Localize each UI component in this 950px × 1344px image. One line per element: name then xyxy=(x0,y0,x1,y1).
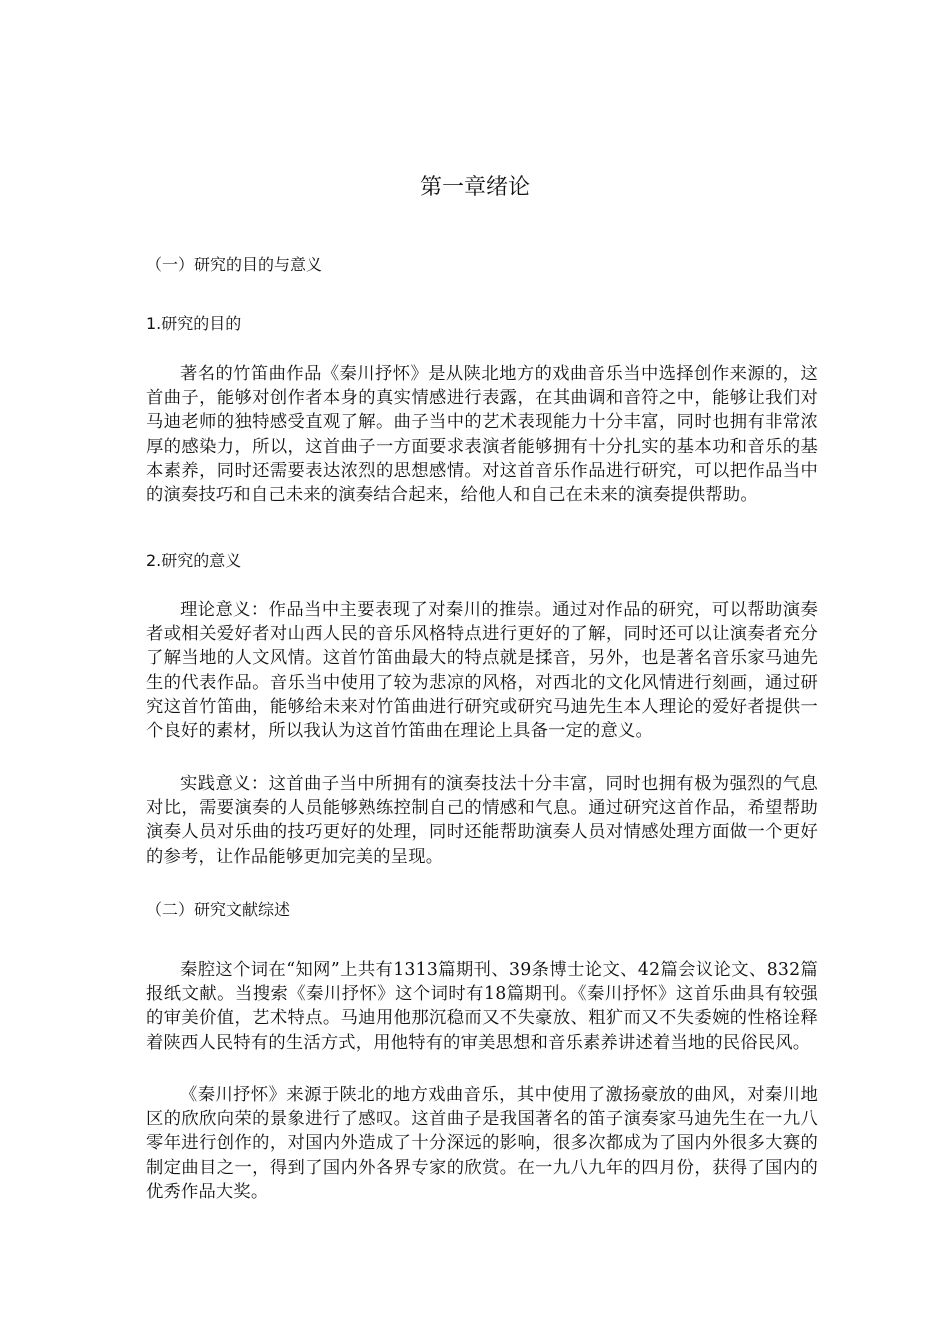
paragraph-practical-significance: 实践意义：这首曲子当中所拥有的演奏技法十分丰富，同时也拥有极为强烈的气息对比，需要演奏的人员能够熟练控制自己的情感和气息。通过研究这首作品，希望帮助演奏人员对乐曲的技巧更好的处理，同时还能帮助演奏人员对情感处理方面做一个更好的参考，让作品能够更加完美的呈现。 xyxy=(146,774,818,867)
section-heading-purpose-significance: （一）研究的目的与意义 xyxy=(146,255,323,274)
chapter-title: 第一章绪论 xyxy=(419,175,530,200)
paragraph-purpose: 著名的竹笛曲作品《秦川抒怀》是从陕北地方的戏曲音乐当中选择创作来源的，这首曲子，能够对创作者本身的真实情感进行表露，在其曲调和音符之中，能够让我们对马迪老师的独特感受直观了解。曲子当中的艺术表现能力十分丰富，同时也拥有非常浓厚的感染力，所以，这首曲子一方面要求表演者能够拥有十分扎实的基本功和音乐的基本素养，同时还需要表达浓烈的思想感情。对这首音乐作品进行研究，可以把作品当中的演奏技巧和自己未来的演奏结合起来，给他人和自己在未来的演奏提供帮助。 xyxy=(146,364,818,506)
subsection-heading-significance: 2.研究的意义 xyxy=(146,551,242,570)
subsection-heading-purpose: 1.研究的目的 xyxy=(146,314,242,333)
paragraph-literature-1: 秦腔这个词在“知网”上共有1313篇期刊、39条博士论文、42篇会议论文、832篇报纸文献。当搜索《秦川抒怀》这个词时有18篇期刊。《秦川抒怀》这首乐曲具有较强的审美价值，艺术特点。马迪用他那沉稳而又不失豪放、粗犷而又不失委婉的性格诠释着陕西人民特有的生活方式，用他特有的审美思想和音乐素养讲述着当地的民俗民风。 xyxy=(146,960,818,1053)
paragraph-theoretical-significance: 理论意义：作品当中主要表现了对秦川的推崇。通过对作品的研究，可以帮助演奏者或相关爱好者对山西人民的音乐风格特点进行更好的了解，同时还可以让演奏者充分了解当地的人文风情。这首竹笛曲最大的特点就是揉音，另外，也是著名音乐家马迪先生的代表作品。音乐当中使用了较为悲凉的风格，对西北的文化风情进行刻画，通过研究这首竹笛曲，能够给未来对竹笛曲进行研究或研究马迪先生本人理论的爱好者提供一个良好的素材，所以我认为这首竹笛曲在理论上具备一定的意义。 xyxy=(146,600,818,742)
paragraph-literature-2: 《秦川抒怀》来源于陕北的地方戏曲音乐，其中使用了激扬豪放的曲风，对秦川地区的欣欣向荣的景象进行了感叹。这首曲子是我国著名的笛子演奏家马迪先生在一九八零年进行创作的，对国内外造成了十分深远的影响，很多次都成为了国内外很多大赛的制定曲目之一，得到了国内外各界专家的欣赏。在一九八九年的四月份，获得了国内的优秀作品大奖。 xyxy=(146,1085,818,1202)
section-heading-literature-review: （二）研究文献综述 xyxy=(146,900,291,919)
